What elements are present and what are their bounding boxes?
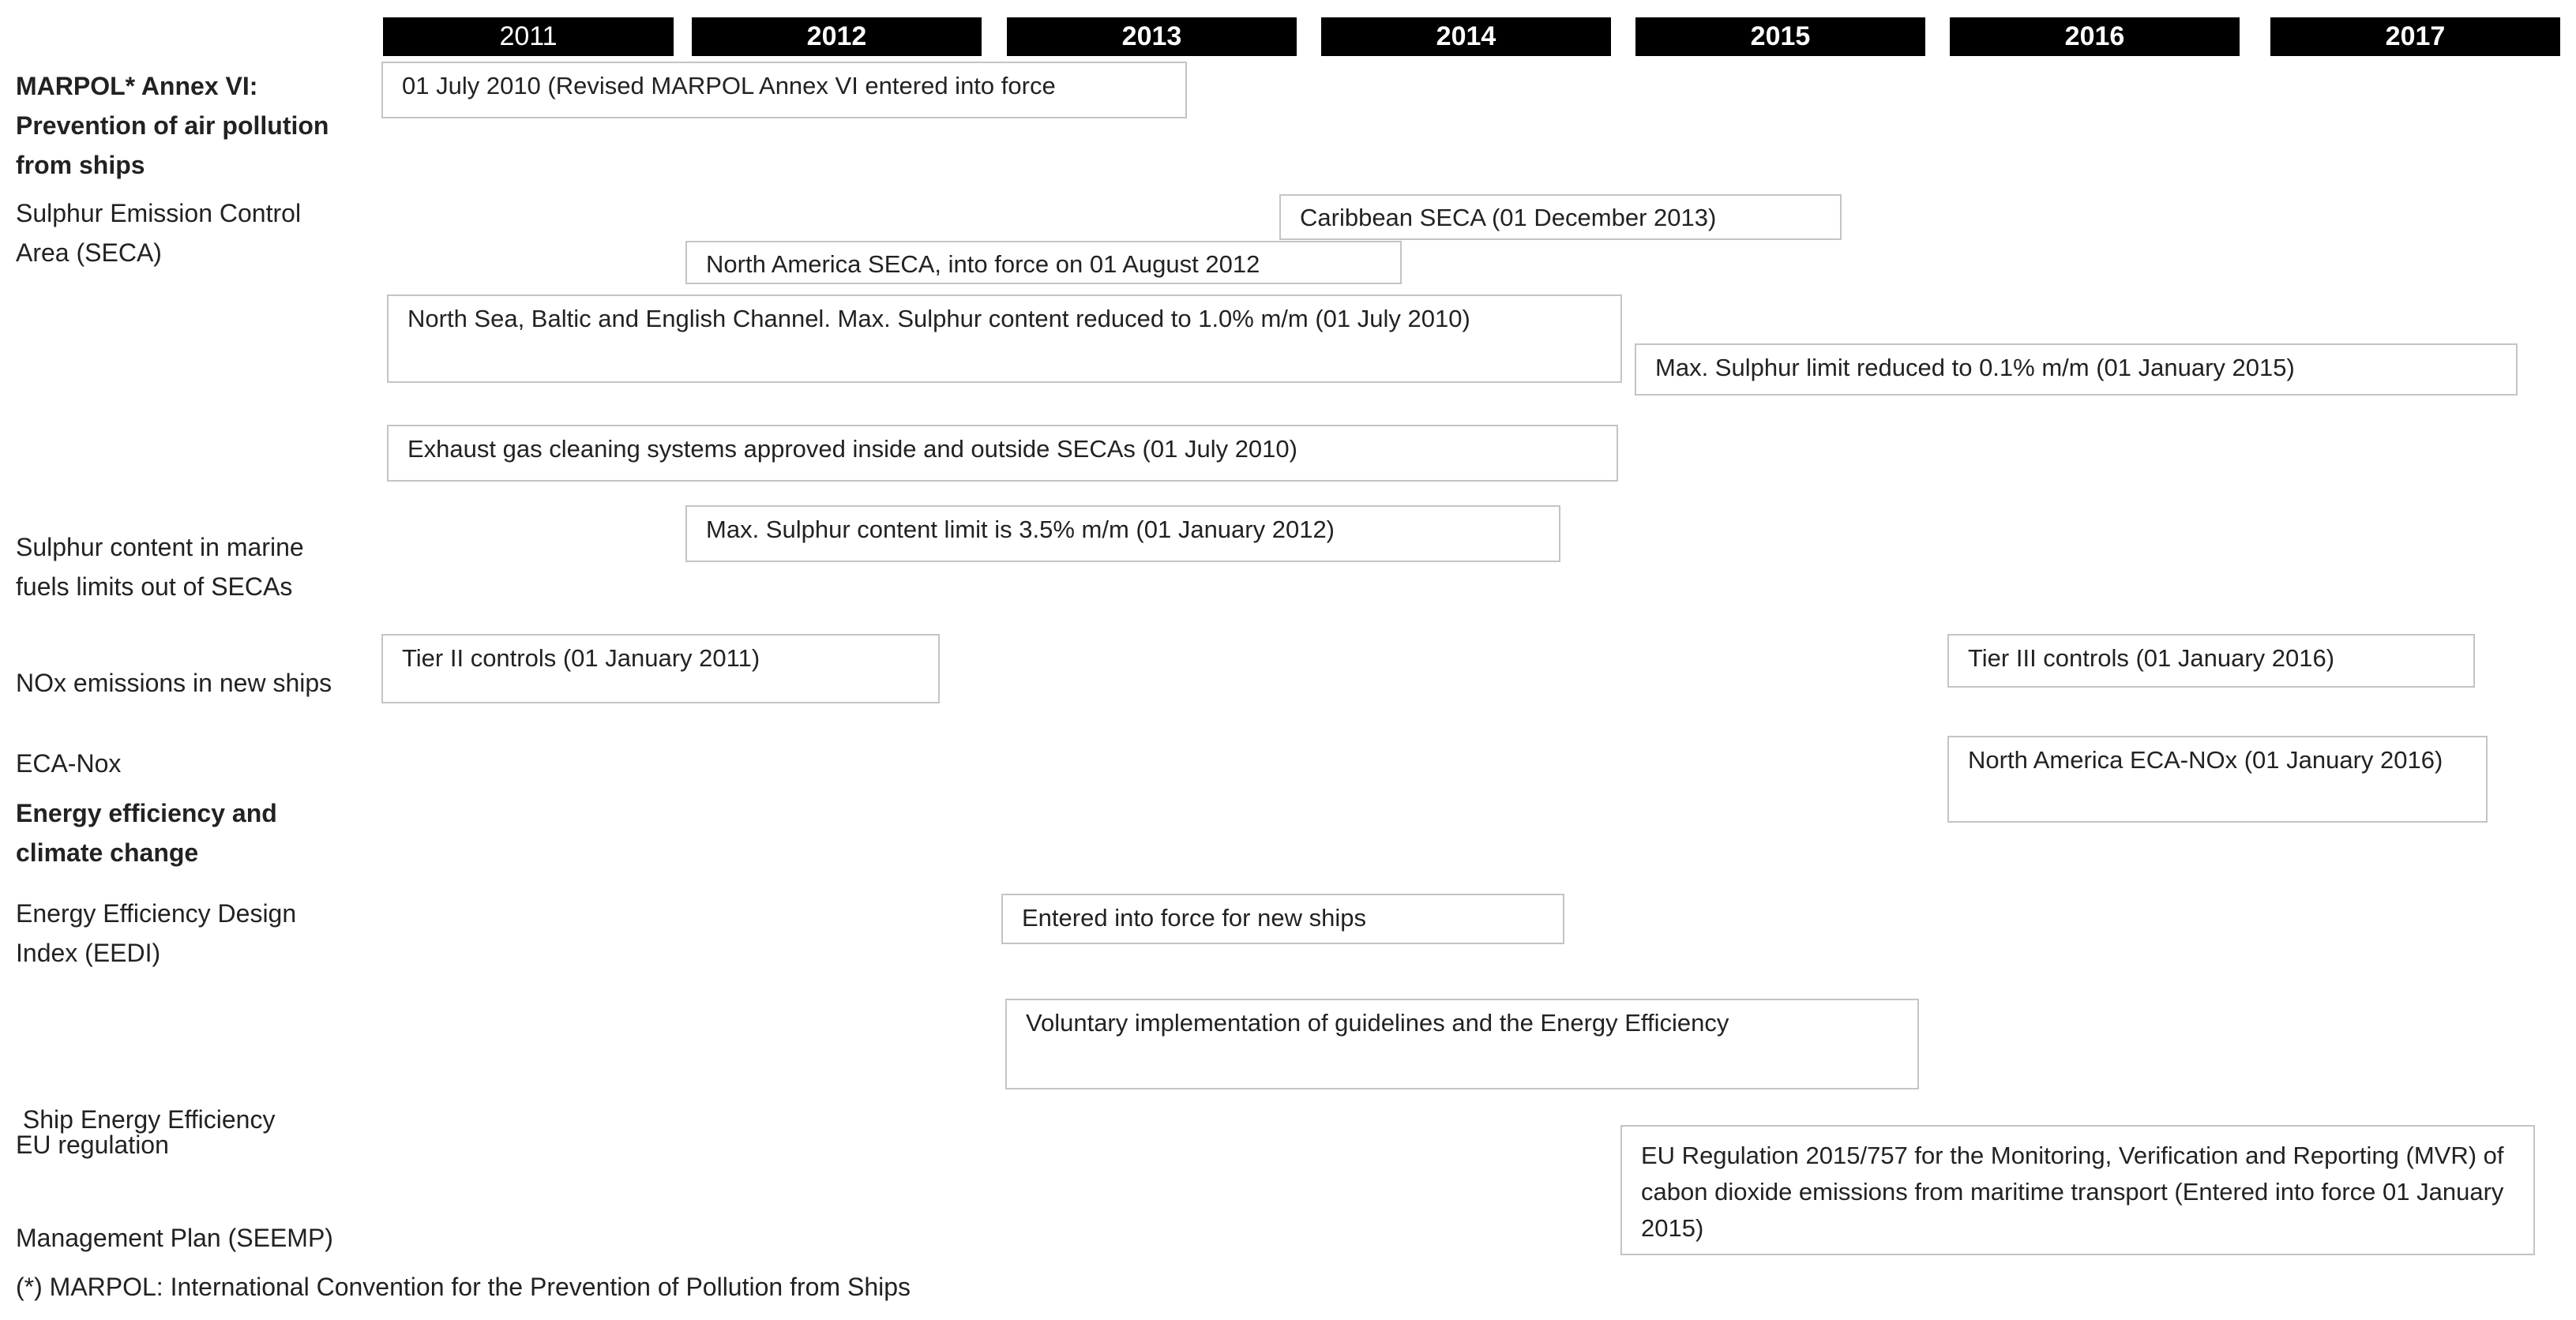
event-caribbean-seca: Caribbean SECA (01 December 2013) — [1279, 194, 1842, 240]
row-label-eca-nox: ECA-Nox — [16, 749, 122, 778]
event-exhaust-gas-cleaning: Exhaust gas cleaning systems approved inside and outside SECAs (01 July 2010) — [387, 425, 1618, 482]
year-header-2013: 2013 — [1007, 17, 1297, 56]
row-label-seca: Sulphur Emission Control Area (SECA) — [16, 199, 302, 267]
event-sulphur-limit-0-1: Max. Sulphur limit reduced to 0.1% m/m (01 January 2015) — [1635, 343, 2518, 396]
row-label-eu-regulation: EU regulation — [16, 1131, 169, 1159]
event-tier-ii-controls: Tier II controls (01 January 2011) — [381, 634, 940, 703]
year-header-2014: 2014 — [1321, 17, 1611, 56]
row-label-eedi: Energy Efficiency Design Index (EEDI) — [16, 899, 297, 967]
row-label-energy-efficiency: Energy efficiency and climate change — [16, 799, 277, 867]
event-tier-iii-controls: Tier III controls (01 January 2016) — [1947, 634, 2475, 688]
row-label-sulphur-out-of-seca: Sulphur content in marine fuels limits out of SECAs — [16, 533, 304, 601]
row-label-nox: NOx emissions in new ships — [16, 669, 332, 697]
year-header-2012: 2012 — [692, 17, 982, 56]
event-eu-mrv-regulation: EU Regulation 2015/757 for the Monitoring, Verification and Reporting (MVR) of cabon dioxide emissions from maritime transport (Entered into force 01 January 2015) — [1620, 1125, 2535, 1255]
year-header-2015: 2015 — [1635, 17, 1925, 56]
row-label-marpol: MARPOL* Annex VI: Prevention of air pollution from ships — [16, 72, 329, 179]
year-header-2011: 2011 — [383, 17, 674, 56]
footnote: (*) MARPOL: International Convention for the Prevention of Pollution from Ships — [16, 1273, 911, 1301]
event-seemp-voluntary: Voluntary implementation of guidelines and the Energy Efficiency — [1005, 999, 1919, 1089]
event-marpol-revised: 01 July 2010 (Revised MARPOL Annex VI entered into force — [381, 62, 1187, 118]
year-header-2016: 2016 — [1950, 17, 2240, 56]
event-eedi-entered-into-force: Entered into force for new ships — [1001, 894, 1564, 944]
row-label-seemp: Ship Energy Efficiency Management Plan (SEEMP) — [16, 1105, 333, 1252]
event-north-sea-baltic: North Sea, Baltic and English Channel. Max. Sulphur content reduced to 1.0% m/m (01 July 2010) — [387, 294, 1622, 383]
event-sulphur-limit-3-5: Max. Sulphur content limit is 3.5% m/m (01 January 2012) — [685, 505, 1560, 562]
event-north-america-seca: North America SECA, into force on 01 August 2012 — [685, 241, 1402, 284]
year-header-2017: 2017 — [2270, 17, 2560, 56]
event-na-eca-nox: North America ECA-NOx (01 January 2016) — [1947, 736, 2488, 823]
